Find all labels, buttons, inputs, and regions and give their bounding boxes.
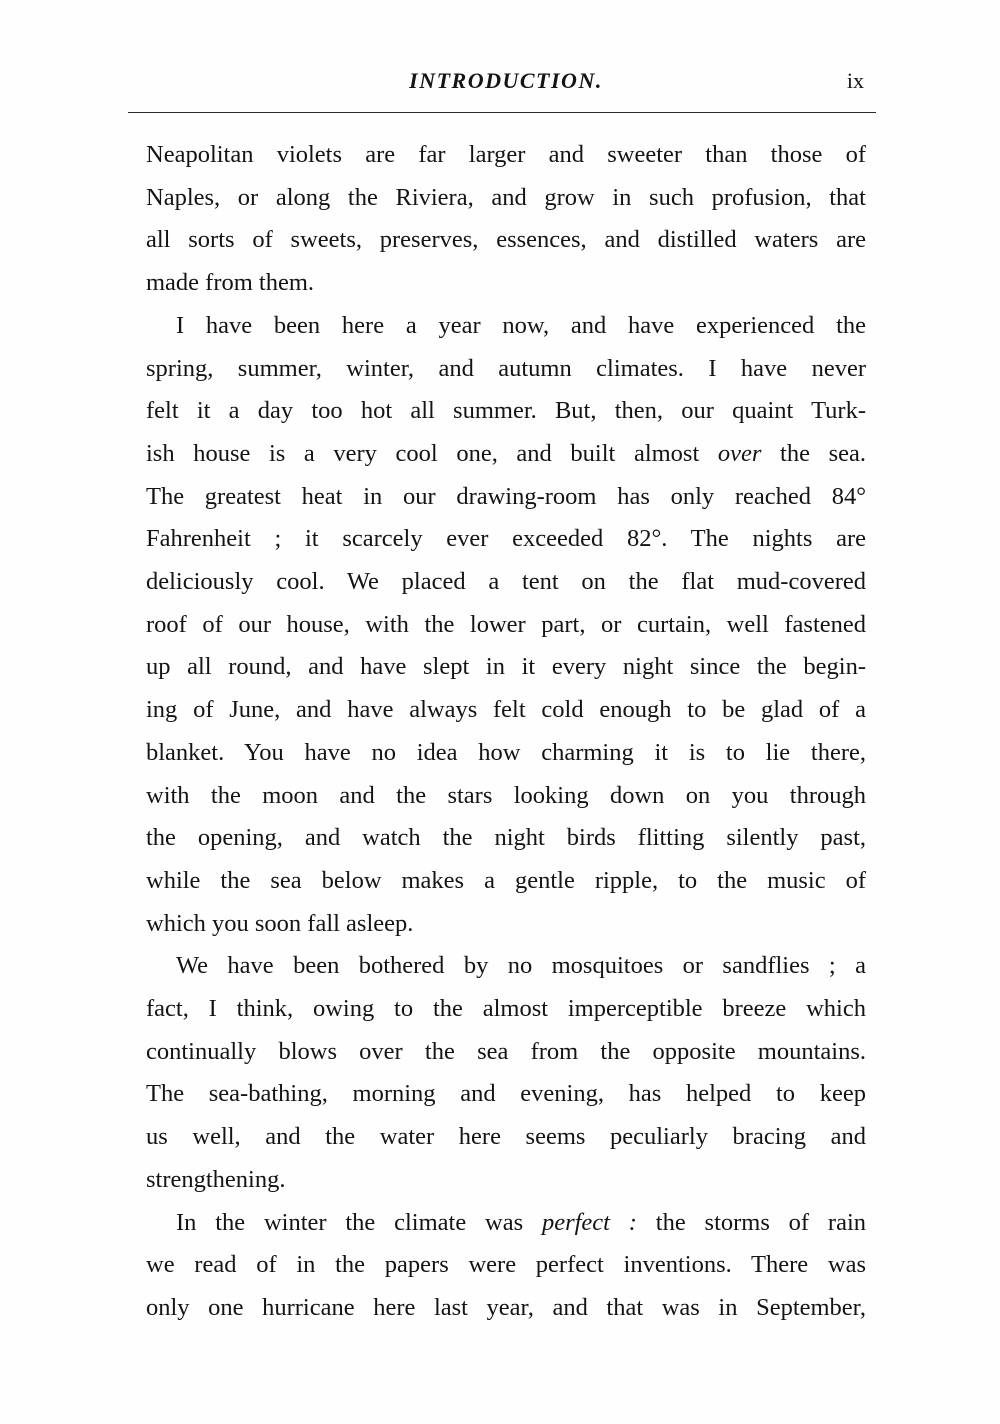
text-line-with-italic (146, 433, 866, 476)
text-line: which you soon fall asleep. (146, 909, 414, 937)
text-line: strengthening. (146, 1165, 286, 1193)
running-head (146, 68, 866, 102)
text-line: while the sea below makes a gentle ripple, to the music of (146, 866, 866, 894)
text-line: blanket. You have no idea how charming it is to lie there, (146, 738, 866, 766)
paragraph-2 (146, 305, 866, 946)
text-line: felt it a day too hot all summer. But, then, our quaint Turk- (146, 397, 866, 425)
running-title: INTRODUCTION. (409, 68, 603, 93)
text-segment: the sea. (761, 439, 866, 467)
text-line: up all round, and have slept in it every night since the begin- (146, 653, 866, 681)
text-line: Naples, or along the Riviera, and grow in such profusion, that (146, 183, 866, 211)
page-number: ix (846, 68, 864, 93)
text-line: the opening, and watch the night birds flitting silently past, (146, 824, 866, 852)
text-line: ing of June, and have always felt cold enough to be glad of a (146, 696, 866, 724)
text-line: only one hurricane here last year, and that was in September, (146, 1293, 866, 1321)
text-segment: ish house is a very cool one, and built almost (146, 439, 718, 467)
text-line: fact, I think, owing to the almost imperceptible breeze which (146, 995, 866, 1023)
body-text (146, 134, 866, 1330)
text-line: Neapolitan violets are far larger and sweeter than those of (146, 141, 866, 168)
text-line: Fahrenheit ; it scarcely ever exceeded 82°. The nights are (146, 525, 866, 553)
text-line: all sorts of sweets, preserves, essences, and distilled waters are (146, 226, 866, 254)
text-line: I have been here a year now, and have experienced the (176, 311, 866, 339)
text-segment: the storms of rain (636, 1208, 867, 1236)
text-line: us well, and the water here seems peculiarly bracing and (146, 1123, 866, 1151)
text-line: made from them. (146, 269, 315, 297)
header-rule (128, 112, 876, 113)
text-segment: In the winter the climate was (176, 1208, 542, 1236)
italic-word: perfect : (541, 1208, 637, 1236)
paragraph-4 (146, 1202, 866, 1330)
text-line: we read of in the papers were perfect inventions. There was (146, 1251, 866, 1279)
text-line: The sea-bathing, morning and evening, has helped to keep (146, 1080, 866, 1108)
italic-word: over (717, 439, 762, 467)
text-line: We have been bothered by no mosquitoes or sandflies ; a (176, 952, 866, 980)
text-line: The greatest heat in our drawing-room has only reached 84° (146, 482, 866, 510)
text-line: roof of our house, with the lower part, or curtain, well fastened (146, 610, 866, 638)
text-line: spring, summer, winter, and autumn climates. I have never (146, 354, 866, 382)
paragraph-3 (146, 945, 866, 1201)
text-line: continually blows over the sea from the opposite mountains. (146, 1037, 866, 1065)
text-line: deliciously cool. We placed a tent on the flat mud-covered (146, 568, 866, 596)
text-line-with-italic (146, 1202, 866, 1245)
text-line: with the moon and the stars looking down on you through (146, 781, 866, 809)
paragraph-1 (146, 134, 866, 305)
